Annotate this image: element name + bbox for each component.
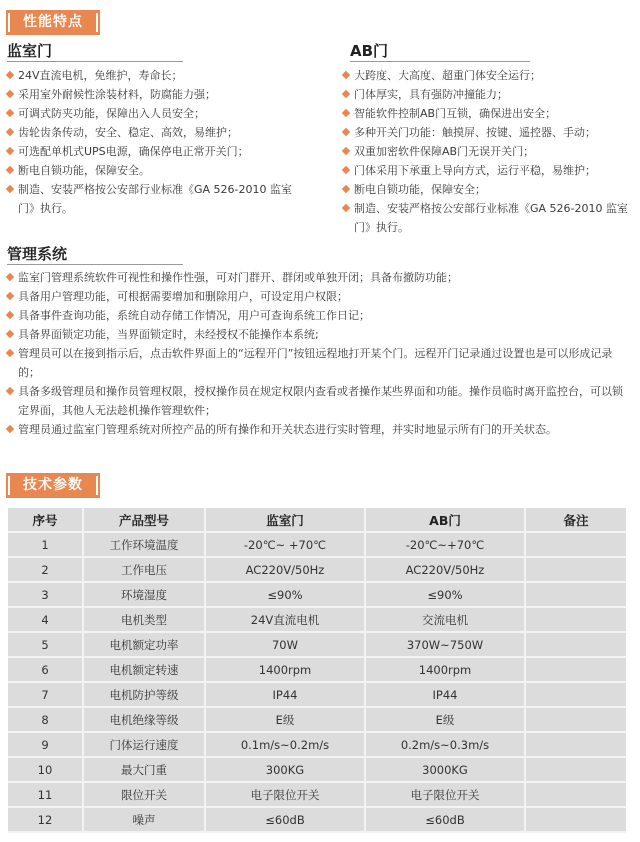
cell-ab-door: IP44 <box>366 683 526 708</box>
cell-parameter: 电机绝缘等级 <box>84 708 206 733</box>
diamond-bullet-icon <box>6 109 14 117</box>
cell-vault-door: 70W <box>206 633 366 658</box>
table-row <box>8 633 626 658</box>
cell-ab-door: 0.2m/s~0.3m/s <box>366 733 526 758</box>
cell-vault-door: ≤60dB <box>206 808 366 833</box>
cell-no: 11 <box>8 783 84 808</box>
ab-door-features <box>343 66 640 237</box>
table-row <box>8 608 626 633</box>
table-header-row <box>8 508 626 533</box>
cell-parameter: 电机类型 <box>84 608 206 633</box>
cell-no: 8 <box>8 708 84 733</box>
cell-no: 1 <box>8 533 84 558</box>
cell-vault-door: E级 <box>206 708 366 733</box>
ab-door-title: AB门 <box>350 42 389 60</box>
list-item: 具备界面锁定功能，当界面锁定时，未经授权不能操作本系统; <box>7 325 632 344</box>
cell-parameter: 工作环境温度 <box>84 533 206 558</box>
table-row <box>8 658 626 683</box>
list-item: 具备多级管理员和操作员管理权限，授权操作员在规定权限内查看或者操作某些界面和功能。操作员临时离开监控台，可以锁定界面，其他人无法趁机操作管理软件； <box>7 382 632 420</box>
cell-remarks <box>526 808 626 833</box>
cell-vault-door: 0.1m/s~0.2m/s <box>206 733 366 758</box>
diamond-bullet-icon <box>342 109 350 117</box>
list-item: 监室门管理系统软件可视性和操作性强，可对门群开、群闭或单独开闭；具备布撤防功能； <box>7 268 632 287</box>
table-row <box>8 558 626 583</box>
cell-ab-door: 1400rpm <box>366 658 526 683</box>
diamond-bullet-icon <box>6 292 14 300</box>
list-item: 齿轮齿条传动，安全、稳定、高效，易维护； <box>7 123 317 142</box>
col-header-ab-door: AB门 <box>366 508 526 533</box>
diamond-bullet-icon <box>342 90 350 98</box>
diamond-bullet-icon <box>342 204 350 212</box>
management-features <box>7 268 632 439</box>
list-item: 具备事件查询功能，系统自动存储工作情况，用户可查询系统工作日记； <box>7 306 632 325</box>
specs-badge-label: 技术参数 <box>23 477 83 493</box>
cell-vault-door: IP44 <box>206 683 366 708</box>
cell-no: 9 <box>8 733 84 758</box>
list-item: 双重加密软件保障AB门无误开关门； <box>343 142 640 161</box>
cell-remarks <box>526 608 626 633</box>
cell-ab-door: 370W~750W <box>366 633 526 658</box>
cell-parameter: 工作电压 <box>84 558 206 583</box>
table-row <box>8 683 626 708</box>
table-row <box>8 758 626 783</box>
diamond-bullet-icon <box>6 349 14 357</box>
cell-remarks <box>526 533 626 558</box>
list-item: 可选配单机式UPS电源，确保停电正常开关门； <box>7 142 317 161</box>
diamond-bullet-icon <box>6 311 14 319</box>
cell-ab-door: E级 <box>366 708 526 733</box>
list-item: 断电自锁功能，保障安全。 <box>7 161 317 180</box>
diamond-bullet-icon <box>6 185 14 193</box>
diamond-bullet-icon <box>6 71 14 79</box>
diamond-bullet-icon <box>6 90 14 98</box>
table-row <box>8 583 626 608</box>
section-divider <box>7 61 183 62</box>
section-divider <box>350 61 530 62</box>
list-item: 智能软件控制AB门互锁，确保进出安全； <box>343 104 640 123</box>
cell-ab-door: AC220V/50Hz <box>366 558 526 583</box>
table-row <box>8 783 626 808</box>
cell-parameter: 环境湿度 <box>84 583 206 608</box>
features-badge-label: 性能特点 <box>23 14 83 30</box>
cell-no: 7 <box>8 683 84 708</box>
col-header-vault-door: 监室门 <box>206 508 366 533</box>
cell-parameter: 噪声 <box>84 808 206 833</box>
cell-no: 6 <box>8 658 84 683</box>
vault-door-title: 监室门 <box>7 42 53 60</box>
cell-no: 10 <box>8 758 84 783</box>
cell-ab-door: 3000KG <box>366 758 526 783</box>
table-row <box>8 533 626 558</box>
specs-table-body <box>8 533 626 833</box>
cell-ab-door: ≤60dB <box>366 808 526 833</box>
cell-vault-door: 24V直流电机 <box>206 608 366 633</box>
cell-remarks <box>526 558 626 583</box>
cell-parameter: 电机额定功率 <box>84 633 206 658</box>
list-item: 采用室外耐候性涂装材料，防腐能力强； <box>7 85 317 104</box>
diamond-bullet-icon <box>6 387 14 395</box>
list-item: 具备用户管理功能，可根据需要增加和删除用户，可设定用户权限； <box>7 287 632 306</box>
cell-vault-door: -20℃~ +70℃ <box>206 533 366 558</box>
vault-door-features <box>7 66 317 218</box>
cell-parameter: 电机防护等级 <box>84 683 206 708</box>
table-row <box>8 733 626 758</box>
cell-parameter: 限位开关 <box>84 783 206 808</box>
list-item: 管理员通过监室门管理系统对所控产品的所有操作和开关状态进行实时管理，并实时地显示所有门的开关状态。 <box>7 420 632 439</box>
diamond-bullet-icon <box>342 166 350 174</box>
cell-remarks <box>526 633 626 658</box>
cell-remarks <box>526 658 626 683</box>
cell-vault-door: AC220V/50Hz <box>206 558 366 583</box>
features-badge <box>6 10 100 35</box>
cell-no: 2 <box>8 558 84 583</box>
list-item: 门体厚实，具有强防冲撞能力； <box>343 85 640 104</box>
cell-parameter: 门体运行速度 <box>84 733 206 758</box>
diamond-bullet-icon <box>342 71 350 79</box>
list-item: 24V直流电机，免维护，寿命长； <box>7 66 317 85</box>
list-item: 断电自锁功能，保障安全； <box>343 180 640 199</box>
specs-badge <box>6 473 100 498</box>
diamond-bullet-icon <box>6 273 14 281</box>
diamond-bullet-icon <box>6 166 14 174</box>
cell-vault-door: 300KG <box>206 758 366 783</box>
col-header-remarks: 备注 <box>526 508 626 533</box>
cell-parameter: 最大门重 <box>84 758 206 783</box>
list-item: 多种开关门功能：触摸屏、按键、遥控器、手动； <box>343 123 640 142</box>
cell-ab-door: 交流电机 <box>366 608 526 633</box>
diamond-bullet-icon <box>6 128 14 136</box>
cell-remarks <box>526 733 626 758</box>
section-divider <box>7 264 183 265</box>
col-header-no: 序号 <box>8 508 84 533</box>
diamond-bullet-icon <box>342 147 350 155</box>
cell-remarks <box>526 783 626 808</box>
cell-vault-door: ≤90% <box>206 583 366 608</box>
diamond-bullet-icon <box>342 128 350 136</box>
cell-no: 3 <box>8 583 84 608</box>
cell-vault-door: 1400rpm <box>206 658 366 683</box>
cell-remarks <box>526 758 626 783</box>
list-item: 门体采用下承重上导向方式，运行平稳，易维护； <box>343 161 640 180</box>
cell-no: 5 <box>8 633 84 658</box>
specs-table <box>8 508 626 833</box>
cell-ab-door: 电子限位开关 <box>366 783 526 808</box>
cell-no: 12 <box>8 808 84 833</box>
list-item: 制造、安装严格按公安部行业标准《GA 526-2010 监室门》执行。 <box>343 199 640 237</box>
diamond-bullet-icon <box>6 425 14 433</box>
table-row <box>8 708 626 733</box>
cell-remarks <box>526 683 626 708</box>
cell-vault-door: 电子限位开关 <box>206 783 366 808</box>
diamond-bullet-icon <box>6 147 14 155</box>
col-header-parameter: 产品型号 <box>84 508 206 533</box>
cell-ab-door: -20℃~+70℃ <box>366 533 526 558</box>
management-title: 管理系统 <box>7 245 68 263</box>
cell-remarks <box>526 583 626 608</box>
diamond-bullet-icon <box>6 330 14 338</box>
cell-ab-door: ≤90% <box>366 583 526 608</box>
diamond-bullet-icon <box>342 185 350 193</box>
list-item: 制造、安装严格按公安部行业标准《GA 526-2010 监室门》执行。 <box>7 180 303 218</box>
cell-no: 4 <box>8 608 84 633</box>
table-row <box>8 808 626 833</box>
cell-remarks <box>526 708 626 733</box>
cell-parameter: 电机额定转速 <box>84 658 206 683</box>
list-item: 可调式防夹功能，保障出入人员安全； <box>7 104 317 123</box>
list-item: 大跨度、大高度、超重门体安全运行； <box>343 66 640 85</box>
list-item: 管理员可以在接到指示后，点击软件界面上的“远程开门”按钮远程地打开某个门。远程开门记录通过设置也是可以形成记录的； <box>7 344 632 382</box>
